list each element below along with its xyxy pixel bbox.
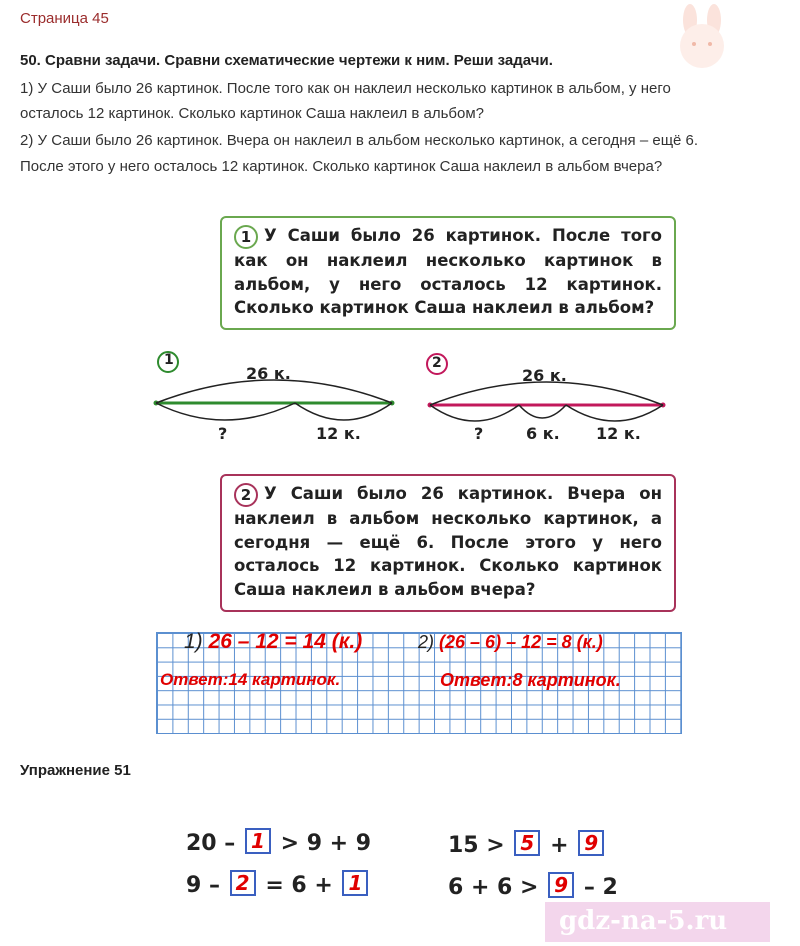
diagram-1-part-arc bbox=[295, 403, 392, 420]
watermark-badge bbox=[545, 902, 770, 942]
answer-box: 9 bbox=[578, 830, 604, 856]
diagram-1 bbox=[150, 345, 420, 445]
diagram-2-part-b-arc bbox=[566, 405, 663, 421]
answer-box: 2 bbox=[230, 870, 256, 896]
inequality-right: = 6 + bbox=[265, 873, 333, 898]
inequality-row bbox=[448, 872, 618, 900]
page-title: Страница 45 bbox=[20, 10, 109, 27]
inequality-left: 15 > bbox=[448, 833, 505, 858]
task-heading: 50. Сравни задачи. Сравни схематические чертежи к ним. Реши задачи. bbox=[20, 52, 553, 69]
exercise-heading: Упражнение 51 bbox=[20, 762, 131, 779]
answer-box: 9 bbox=[548, 872, 574, 898]
diagram-1-unknown-label: ? bbox=[218, 424, 228, 443]
task-line: 2) У Саши было 26 картинок. Вчера он наклеил в альбом несколько картинок, а сегодня – ещё 6. bbox=[20, 132, 699, 149]
diagram-2-part-a-label: 6 к. bbox=[526, 424, 560, 443]
diagram-2-unknown-arc bbox=[430, 405, 519, 421]
inequality-left: 20 – bbox=[186, 831, 236, 856]
inequality-row bbox=[448, 830, 606, 858]
diagram-2-part-b-label: 12 к. bbox=[596, 424, 641, 443]
solution-1-number: 1) bbox=[184, 630, 203, 653]
problem-text-1: У Саши было 26 картинок. После того как он наклеил несколько картинок в альбом, у него осталось 12 картинок. Сколько картинок Саша наклеил в альбом? bbox=[234, 226, 662, 317]
problem-box-2 bbox=[220, 474, 676, 612]
solution-2-equation: (26 – 6) – 12 = 8 (к.) bbox=[439, 632, 603, 652]
answer-box: 1 bbox=[342, 870, 368, 896]
task-line: 1) У Саши было 26 картинок. После того как он наклеил несколько картинок в альбом, у него bbox=[20, 80, 671, 97]
diagram-2-number: 2 bbox=[432, 355, 442, 371]
inequality-right: – 2 bbox=[583, 875, 618, 900]
answer-2: Ответ:8 картинок. bbox=[440, 670, 621, 690]
diagram-2-part-a-arc bbox=[519, 405, 566, 418]
answer-box: 1 bbox=[245, 828, 271, 854]
problem-box-1 bbox=[220, 216, 676, 330]
inequality-left: 6 + 6 > bbox=[448, 875, 539, 900]
task-line: осталось 12 картинок. Сколько картинок Саша наклеил в альбом? bbox=[20, 105, 485, 122]
inequality-right: > 9 + 9 bbox=[280, 831, 372, 856]
inequality-right: + bbox=[550, 833, 569, 858]
problem-text-2: У Саши было 26 картинок. Вчера он наклеил в альбом несколько картинок, а сегодня — ещё 6. После этого у него осталось 12 картинок. Сколько картинок Саша наклеил в альбом вчера? bbox=[234, 484, 662, 599]
answer-1: Ответ:14 картинок. bbox=[160, 670, 341, 689]
task-line: После этого у него осталось 12 картинок. Сколько картинок Саша наклеил в альбом вчера? bbox=[20, 158, 663, 175]
problem-number-2: 2 bbox=[234, 483, 258, 507]
solution-2 bbox=[418, 632, 603, 653]
solution-1 bbox=[184, 630, 362, 654]
answer-box: 5 bbox=[514, 830, 540, 856]
watermark-text: gdz-na-5.ru bbox=[559, 906, 728, 936]
diagram-2-total-arc bbox=[430, 382, 663, 405]
solution-1-equation: 26 – 12 = 14 (к.) bbox=[208, 630, 363, 653]
bunny-logo-icon bbox=[668, 2, 738, 72]
diagram-2-total-label: 26 к. bbox=[522, 366, 567, 385]
diagram-1-total-label: 26 к. bbox=[246, 364, 291, 383]
inequality-row bbox=[186, 828, 371, 856]
inequality-row bbox=[186, 870, 370, 898]
diagram-2-unknown-label: ? bbox=[474, 424, 484, 443]
problem-number-1: 1 bbox=[234, 225, 258, 249]
inequality-left: 9 – bbox=[186, 873, 220, 898]
solution-2-number: 2) bbox=[418, 632, 435, 652]
diagram-1-part-label: 12 к. bbox=[316, 424, 361, 443]
diagram-1-number: 1 bbox=[164, 352, 174, 368]
diagram-1-unknown-arc bbox=[156, 403, 295, 420]
diagram-1-total-arc bbox=[156, 380, 392, 403]
